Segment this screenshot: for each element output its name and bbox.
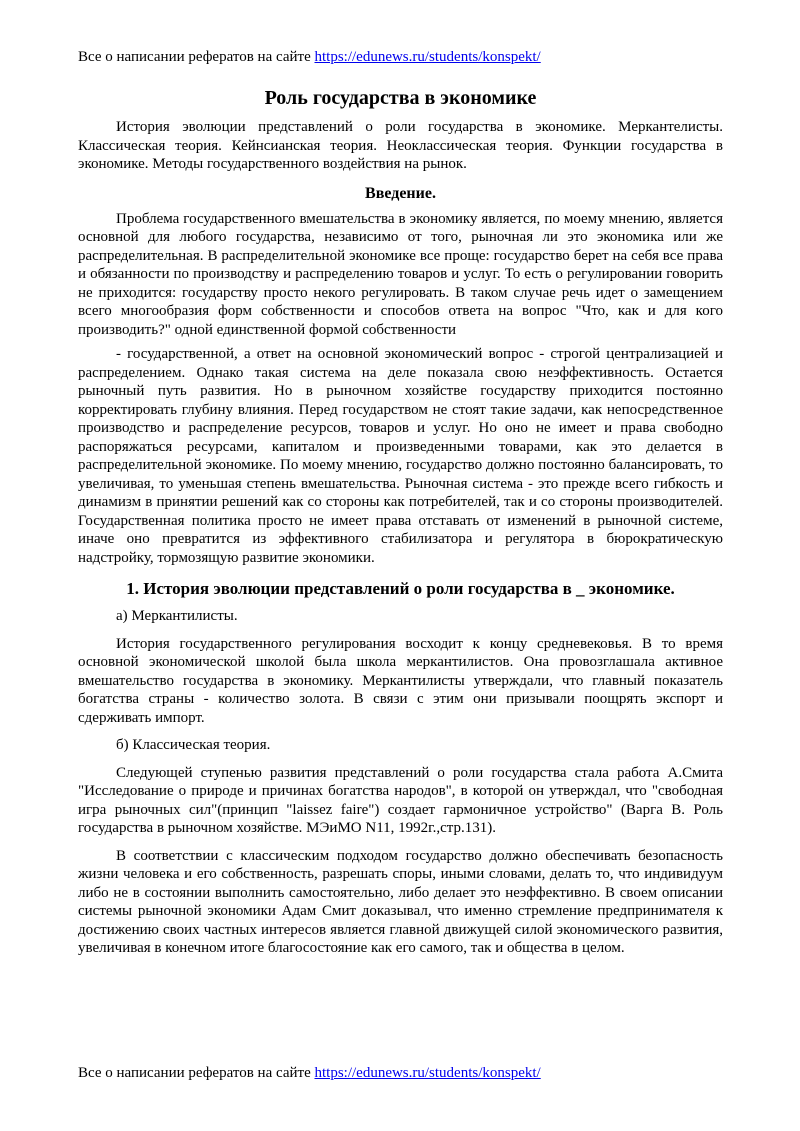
footer-link[interactable]: https://edunews.ru/students/konspekt/ — [314, 1065, 541, 1081]
header-text: Все о написании рефератов на сайте — [78, 49, 315, 65]
page-footer — [78, 1064, 541, 1082]
header-link[interactable]: https://edunews.ru/students/konspekt/ — [314, 49, 541, 65]
document-body — [78, 86, 723, 967]
page-header — [78, 48, 541, 66]
footer-text: Все о написании рефератов на сайте — [78, 1065, 315, 1081]
subsection-a-label: а) Меркантилисты. — [116, 608, 238, 624]
document-title: Роль государства в экономике — [264, 87, 537, 109]
subsection-b-label: б) Классическая теория. — [116, 737, 271, 753]
intro-paragraph-1: Проблема государственного вмешательства в экономику является, по моему мнению, является основной для любого государства, независимо от того, рыночная ли это экономика или же распределительная. В распределительной экономике все проще: государство берет на себя все права и обязанности по производству и распределению товаров и услуг. То есть о регулировании говорить не приходится: государству просто некого регулировать. В таком случае речь идет о замещением всего многообразия форм собственности и способов ответа на вопрос "Что, как и для кого производить?" одной единственной формой собственности — [78, 210, 723, 338]
subsection-a-paragraph: История государственного регулирования восходит к концу средневековья. В то время основной экономической школой была школа меркантилистов. Она провозглашала активное вмешательство государства в экономику. Меркантилисты утверждали, что главный показатель богатства страны - количество золота. В связи с этим они призывали поощрять экспорт и сдерживать импорт. — [78, 635, 723, 726]
subsection-b-paragraph-2: В соответствии с классическим подходом государство должно обеспечивать безопасность жизни человека и его собственность, разрешать споры, иными словами, делать то, что индивидуум либо не в состоянии выполнить самостоятельно, либо делает это неэффективно. В своем описании системы рыночной экономики Адам Смит доказывал, что именно стремление предпринимателя к достижению своих частных интересов является главной движущей силой экономического развития, увеличивая в конечном итоге благосостояние как его самого, так и общества в целом. — [78, 847, 723, 956]
section-1-heading: 1. История эволюции представлений о роли государства в _ экономике. — [126, 579, 675, 598]
subsection-b-paragraph-1: Следующей ступенью развития представлений о роли государства стала работа А.Смита "Исследование о природе и причинах богатства народов", в которой он утверждал, что "свободная игра рыночных сил"(принцип "laissez faire") создает гармоничное устройство" (Варга В. Роль государства в рыночном хозяйстве. МЭиМО N11, 1992г.,стр.131). — [78, 764, 723, 836]
intro-heading: Введение. — [365, 184, 436, 202]
intro-paragraph-2: - государственной, а ответ на основной экономический вопрос - строгой централизацией и распределением. Однако такая система на деле показала свою неэффективность. Остается рыночный путь развития. Но в рыночном хозяйстве государству приходится постоянно корректировать глубину влияния. Перед государством не стоят такие задачи, как непосредственное производство и распределение ресурсов, товаров и услуг. Но оно не имеет и права свободно распоряжаться ресурсами, капиталом и произведенными товарами, как это делается в распределительной экономике. По моему мнению, государство должно постоянно балансировать, то увеличивая, то уменьшая степень вмешательства. Рыночная система - это прежде всего гибкость и динамизм в принятии решений как со стороны как потребителей, так и со стороны производителей. Государственная политика просто не имеет права отставать от изменений в рыночной системе, иначе оно превратится из эффективного стабилизатора и регулятора в бюрократическую надстройку, тормозящую развитие экономики. — [78, 346, 723, 566]
abstract-paragraph: История эволюции представлений о роли государства в экономике. Меркантелисты. Классическая теория. Кейнсианская теория. Неоклассическая теория. Функции государства в экономике. Методы государственного воздействия на рынок. — [78, 119, 723, 172]
